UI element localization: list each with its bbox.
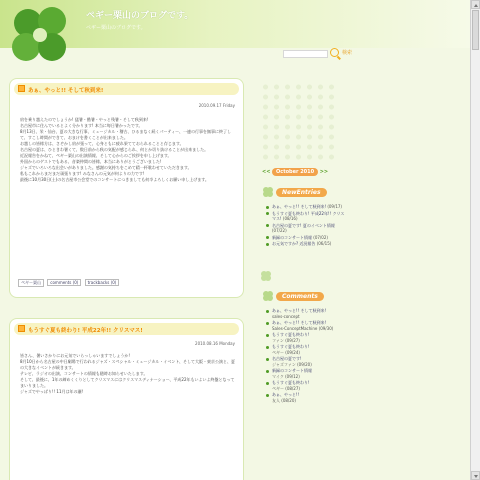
post-paragraph: 最後に10月30日(土)の名古屋市公会堂でのコンサートにつきましても何卒よろしくお願い申し上げます。 (20, 177, 209, 182)
clover-leaf-icon (262, 290, 274, 302)
post-paragraph: 8月10日から名古屋の中日劇場で行われるジャズ・スペシャル・ミュージカル・イベント、そして大阪・東京公演と、夏の大きなイベントが続きます。 (20, 359, 235, 370)
entry-date: (09/17) (327, 204, 342, 209)
comment-entry-link[interactable]: もうすぐ夏も終わり! (272, 344, 310, 349)
comment-entry-link[interactable]: もうすぐ夏も終わり! (272, 332, 310, 337)
clover-logo-icon (6, 3, 82, 69)
post-paragraph: 皆さん、暑いさかりにお元気でいらっしゃいますでしょうか! (20, 353, 130, 358)
site-description: ペギー栗山のブログです。 (86, 25, 146, 31)
post-paragraph: 8月13日、栄・仙台、夏の大きな行事、ミュージカル・稽古、ひるまなく続くパーティー、一連の行事を無事に終了して、すこし時間ができて、おまけを書くことが出来ました。 (20, 129, 231, 140)
post-paragraph: 近況報告をかねて、ペギー栗山の出演情報、そして心からのご挨拶を申し上げます。 (20, 153, 172, 158)
search-button[interactable]: 検索 (342, 50, 353, 56)
post-paragraph: 肩を乗り越えたのでしょうか! 猛暑・酷暑・やっと残暑・そして秋到来! (20, 117, 149, 122)
list-item[interactable] (266, 320, 348, 331)
blog-post (9, 78, 244, 298)
comments-title: Comments (276, 292, 324, 301)
list-item[interactable] (266, 380, 348, 391)
list-item[interactable] (266, 211, 348, 222)
list-item[interactable] (266, 241, 348, 247)
post-paragraph: 私もこれからまだまだ頑張ります! みなさんの元気が何よりの力です! (20, 171, 145, 176)
entry-link[interactable]: あぁ、やっと!! そして秋到来! (272, 204, 327, 209)
list-item[interactable] (266, 368, 348, 379)
blog-header (0, 0, 470, 48)
entry-link[interactable]: 名古屋の夏です! 夏のイベント情報 (272, 222, 335, 228)
search-input[interactable] (283, 50, 328, 58)
post-body (20, 353, 235, 395)
vertical-scrollbar[interactable] (470, 0, 480, 480)
list-item[interactable] (266, 332, 348, 343)
entry-date: (07/22) (272, 228, 287, 233)
post-paragraph: ジャズでやっぱり!! 11月は年の瀬! (20, 389, 84, 394)
comment-author[interactable]: 友人 (08/20) (272, 397, 296, 403)
list-item[interactable] (266, 356, 348, 367)
list-item[interactable] (266, 235, 348, 241)
comment-author[interactable]: Sales-ConceptMachine (09/30) (272, 325, 334, 331)
comment-entry-link[interactable]: もうすぐ夏も終わり! (272, 380, 310, 385)
post-paragraph: ジャズでいろいろな出会いがありました。感謝の気持ちをこめて精一杯歌わせていただきます。 (20, 165, 192, 170)
author-link[interactable]: ペギー栗山 (18, 279, 44, 287)
list-item[interactable] (266, 223, 348, 234)
calendar-grid (260, 82, 336, 162)
site-title[interactable]: ペギー栗山のブログです。 (86, 11, 194, 21)
entry-date: (07/02) (313, 234, 328, 240)
post-paragraph: そして、最後に、1年の締めくくりとしてクリスマスにはクリスマスディナーショー、平成22年もいよいよ終盤となってまいりました。 (20, 377, 235, 388)
post-paragraph: テレビ、ラジオの出演、コンサートの情報も随時お知らせいたします。 (20, 371, 148, 376)
post-paragraph: お越しの皆様方は、さぞかし肩が張って、心身ともに疲れ果てておられることと存じます。 (20, 141, 184, 146)
entry-link[interactable]: 新緑のコンサート情報 (272, 234, 312, 240)
new-entries-list (266, 204, 348, 248)
post-bullet-icon (18, 85, 25, 92)
list-item[interactable] (266, 392, 348, 403)
scroll-thumb[interactable] (472, 10, 479, 50)
post-date: 2010.08.16 Monday (195, 341, 235, 346)
search-icon[interactable] (330, 48, 339, 57)
comment-entry-link[interactable]: 新緑のコンサート情報 (272, 368, 312, 373)
comments-list (266, 308, 348, 404)
post-footer-links (18, 279, 121, 287)
calendar-prev-link[interactable]: << (262, 169, 271, 175)
comment-entry-link[interactable]: あぁ、やっと!! (272, 392, 300, 397)
new-entries-header (262, 186, 340, 198)
entry-date: (08/16) (282, 216, 298, 221)
comments-header (262, 290, 340, 302)
comment-entry-link[interactable]: あぁ、やっと!! そして秋到来! (272, 308, 327, 313)
post-paragraph: 外国からのゲストでもある、音楽仲間の皆様、本当にありがとうございました! (20, 159, 162, 164)
blog-post (9, 318, 244, 480)
post-title-bar (14, 323, 239, 335)
comment-author[interactable]: ファン (09/27) (272, 337, 300, 343)
post-title[interactable]: あぁ、やっと!! そして秋到来! (28, 88, 104, 94)
post-bullet-icon (18, 325, 25, 332)
post-paragraph: 名古屋の夏は、ひときわ暑くて、数日前から秋の気配が感じられ、何とか切り抜けることが出来ました。 (20, 147, 209, 152)
post-paragraph: 名古屋市に住んでいるとよく分かります! 本当に毎日暑かったです。 (20, 123, 143, 128)
entry-link[interactable]: お元気ですか? 近況報告 (272, 241, 316, 246)
comment-entry-link[interactable]: 名古屋の夏です! (272, 356, 302, 361)
calendar-month: October 2010 (272, 168, 318, 176)
post-title[interactable]: もうすぐ夏も終わり! 平成22年!! クリスマス! (28, 328, 143, 334)
list-item[interactable] (266, 344, 348, 355)
entry-date: (06/15) (316, 241, 332, 246)
comment-author[interactable]: ペギー (09/24) (272, 349, 300, 355)
list-item[interactable] (266, 204, 348, 210)
comment-author[interactable]: ジャズファン (09/20) (272, 361, 312, 367)
clover-leaf-icon (262, 186, 274, 198)
post-title-bar (14, 83, 239, 95)
comments-link[interactable]: comments (0) (47, 279, 81, 286)
list-item[interactable] (266, 308, 348, 319)
entry-link[interactable]: もうすぐ夏も終わり! 平成22年!! クリスマス! (272, 210, 345, 221)
post-body (20, 117, 235, 183)
comment-author[interactable]: ペギー (08/27) (272, 385, 300, 391)
trackbacks-link[interactable]: trackbacks (0) (85, 279, 120, 286)
clover-leaf-icon (260, 270, 272, 282)
comment-entry-link[interactable]: あぁ、やっと!! そして秋到来! (272, 320, 327, 325)
scroll-down-icon[interactable] (471, 471, 480, 480)
comment-author[interactable]: マイク (09/12) (272, 373, 300, 379)
calendar-next-link[interactable]: >> (319, 169, 329, 175)
calendar-nav (262, 168, 328, 176)
new-entries-title: NewEntries (276, 188, 327, 197)
post-date: 2010.09.17 Friday (198, 103, 235, 108)
comment-author[interactable]: sales-concept (272, 313, 300, 319)
scroll-up-icon[interactable] (471, 0, 480, 9)
